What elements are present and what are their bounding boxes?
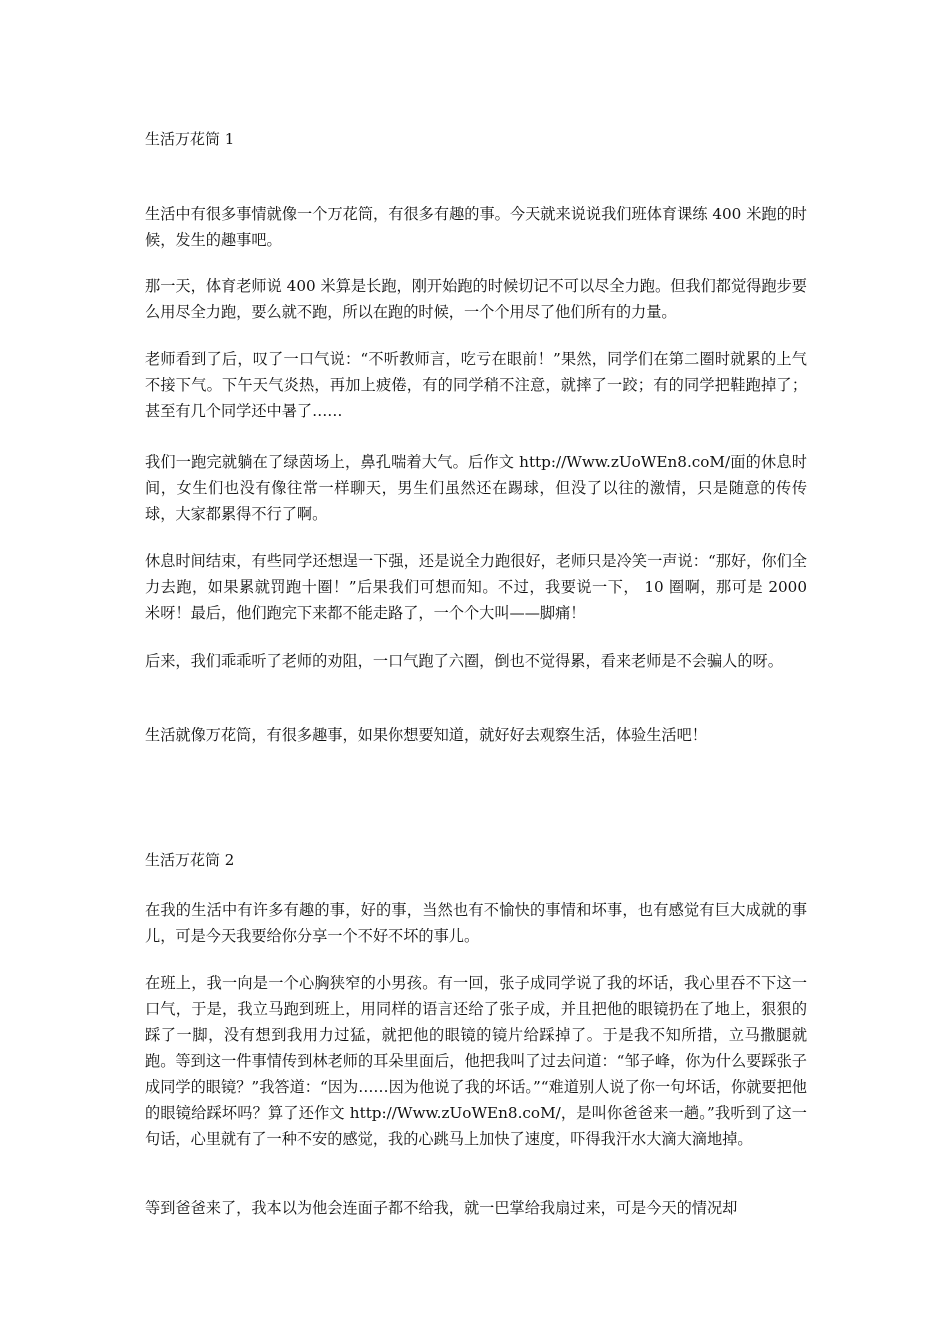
section-1-paragraph-7: 生活就像万花筒，有很多趣事，如果你想要知道，就好好去观察生活，体验生活吧！ — [145, 726, 707, 744]
section-1-paragraph-4: 我们一跑完就躺在了绿茵场上，鼻孔喘着大气。后作文 http://Www.zUoWEn8.coM/面的休息时间，女生们也没有像往常一样聊天，男生们虽然还在踢球，但没了以往的激情，只是随意的传传球，大家都累得不行了啊。 — [145, 453, 807, 523]
section-1-paragraph-2: 那一天，体育老师说 400 米算是长跑，刚开始跑的时候切记不可以尽全力跑。但我们都觉得跑步要么用尽全力跑，要么就不跑，所以在跑的时候，一个个用尽了他们所有的力量。 — [145, 277, 807, 321]
section-1-paragraph-6: 后来，我们乖乖听了老师的劝阻，一口气跑了六圈，倒也不觉得累，看来老师是不会骗人的呀。 — [145, 652, 783, 670]
section-2-paragraph-2: 在班上，我一向是一个心胸狭窄的小男孩。有一回，张子成同学说了我的坏话，我心里吞不下这一口气，于是，我立马跑到班上，用同样的语言还给了张子成，并且把他的眼镜扔在了地上，狠狠的踩了一脚，没有想到我用力过猛，就把他的眼镜的镜片给踩掉了。于是我不知所措，立马撒腿就跑。等到这一件事情传到林老师的耳朵里面后，他把我叫了过去问道：“邹子峰，你为什么要踩张子成同学的眼镜？”我答道：“因为……因为他说了我的坏话。”“难道别人说了你一句坏话，你就要把他的眼镜给踩坏吗？算了还作文 http://Www.zUoWEn8.coM/，是叫你爸爸来一趟。”我听到了这一句话，心里就有了一种不安的感觉，我的心跳马上加快了速度，吓得我汗水大滴大滴地掉。 — [145, 974, 807, 1148]
section-2-paragraph-3: 等到爸爸来了，我本以为他会连面子都不给我，就一巴掌给我扇过来，可是今天的情况却 — [145, 1199, 738, 1217]
section-1-paragraph-1: 生活中有很多事情就像一个万花筒，有很多有趣的事。今天就来说说我们班体育课练 400 米跑的时候，发生的趣事吧。 — [145, 205, 807, 249]
section-1-title: 生活万花筒 1 — [145, 130, 235, 148]
section-2-title: 生活万花筒 2 — [145, 851, 235, 869]
section-1-paragraph-3: 老师看到了后，叹了一口气说：“不听教师言，吃亏在眼前！”果然，同学们在第二圈时就累的上气不接下气。下午天气炎热，再加上疲倦，有的同学稍不注意，就摔了一跤；有的同学把鞋跑掉了；甚至有几个同学还中暑了…… — [145, 350, 807, 420]
section-1-paragraph-5: 休息时间结束，有些同学还想逞一下强，还是说全力跑很好，老师只是冷笑一声说：“那好，你们全力去跑，如果累就罚跑十圈！”后果我们可想而知。不过，我要说一下， 10 圈啊，那可是 2000 米呀！最后，他们跑完下来都不能走路了，一个个大叫——脚痛！ — [145, 552, 807, 622]
section-2-paragraph-1: 在我的生活中有许多有趣的事，好的事，当然也有不愉快的事情和坏事，也有感觉有巨大成就的事儿，可是今天我要给你分享一个不好不坏的事儿。 — [145, 901, 807, 945]
